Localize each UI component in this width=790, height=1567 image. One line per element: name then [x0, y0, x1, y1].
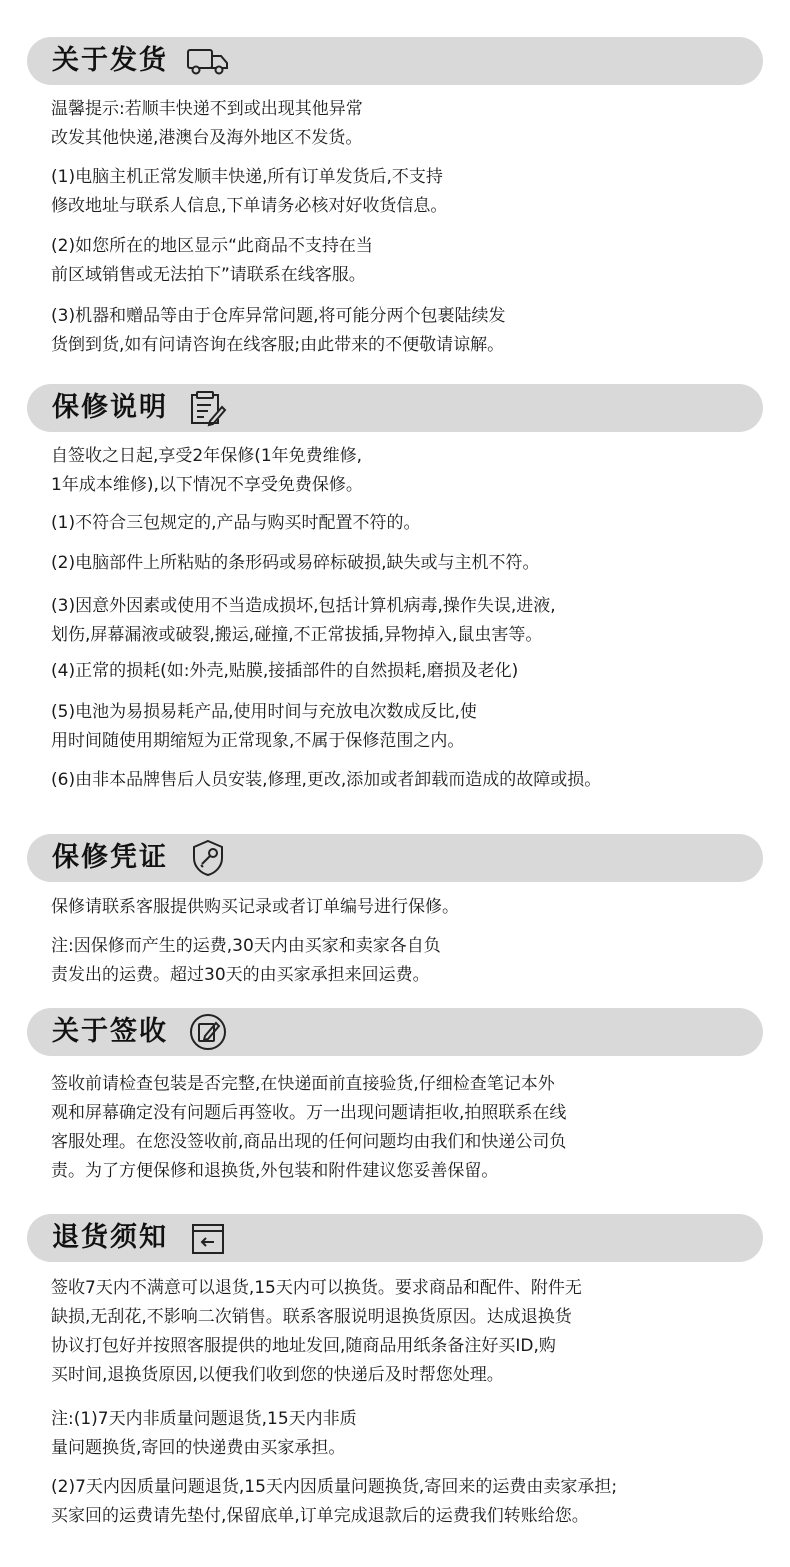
warranty-para-2: (1)不符合三包规定的,产品与购买时配置不符的。	[51, 513, 421, 533]
receipt-header	[27, 1008, 763, 1056]
returns-header	[27, 1214, 763, 1262]
warranty-para-6: (5)电池为易损易耗产品,使用时间与充放电次数成反比,使 用时间随使用期缩短为正常现象,不属于保修范围之内。	[51, 702, 477, 751]
returns-para-1: 签收7天内不满意可以退货,15天内可以换货。要求商品和配件、附件无 缺损,无刮花,不影响二次销售。联系客服说明退换货原因。达成退换货 协议打包好并按照客服提供的地址发回,随商品用纸条备注好买ID,购 买时间,退换货原因,以便我们收到您的快递后及时帮您处理。	[51, 1278, 582, 1385]
warranty-title: 保修说明	[52, 392, 168, 423]
warranty-para-7: (6)由非本品牌售后人员安装,修理,更改,添加或者卸载而造成的故障或损。	[51, 770, 602, 790]
truck-icon	[186, 41, 230, 81]
voucher-para-2: 注:因保修而产生的运费,30天内由买家和卖家各自负 责发出的运费。超过30天的由买家承担来回运费。	[51, 936, 441, 985]
edit-circle-icon	[186, 1012, 230, 1052]
shipping-para-2: (1)电脑主机正常发顺丰快递,所有订单发货后,不支持 修改地址与联系人信息,下单请务必核对好收货信息。	[51, 167, 448, 216]
voucher-para-1: 保修请联系客服提供购买记录或者订单编号进行保修。	[51, 897, 459, 917]
warranty-para-1: 自签收之日起,享受2年保修(1年免费维修, 1年成本维修),以下情况不享受免费保修。	[51, 446, 363, 495]
shipping-title: 关于发货	[52, 45, 168, 76]
voucher-title: 保修凭证	[52, 842, 168, 873]
shipping-header	[27, 37, 763, 85]
returns-title: 退货须知	[52, 1222, 168, 1253]
clipboard-edit-icon	[186, 388, 230, 428]
shipping-para-3: (2)如您所在的地区显示“此商品不支持在当 前区域销售或无法拍下”请联系在线客服。	[51, 236, 373, 285]
voucher-header	[27, 834, 763, 882]
receipt-title: 关于签收	[52, 1016, 168, 1047]
shipping-para-4: (3)机器和赠品等由于仓库异常问题,将可能分两个包裹陆续发 货倒到货,如有问请咨询在线客服;由此带来的不便敬请谅解。	[51, 306, 506, 355]
shield-wrench-icon	[186, 838, 230, 878]
returns-para-3: (2)7天内因质量问题退货,15天内因质量问题换货,寄回来的运费由卖家承担; 买家回的运费请先垫付,保留底单,订单完成退款后的运费我们转账给您。	[51, 1477, 618, 1526]
warranty-para-4: (3)因意外因素或使用不当造成损坏,包括计算机病毒,操作失误,进液, 划伤,屏幕漏液或破裂,搬运,碰撞,不正常拔插,异物掉入,鼠虫害等。	[51, 596, 556, 645]
receipt-para-1: 签收前请检查包装是否完整,在快递面前直接验货,仔细检查笔记本外 观和屏幕确定没有问题后再签收。万一出现问题请拒收,拍照联系在线 客服处理。在您没签收前,商品出现的任何问题均由我们和快递公司负 责。为了方便保修和退换货,外包装和附件建议您妥善保留。	[51, 1074, 567, 1181]
warranty-header	[27, 384, 763, 432]
returns-para-2: 注:(1)7天内非质量问题退货,15天内非质 量问题换货,寄回的快递费由买家承担。	[51, 1409, 357, 1458]
return-box-icon	[186, 1218, 230, 1258]
shipping-para-1: 温馨提示:若顺丰快递不到或出现其他异常 改发其他快递,港澳台及海外地区不发货。	[51, 99, 363, 148]
warranty-para-5: (4)正常的损耗(如:外壳,贴膜,接插部件的自然损耗,磨损及老化)	[51, 661, 519, 681]
warranty-para-3: (2)电脑部件上所粘贴的条形码或易碎标破损,缺失或与主机不符。	[51, 553, 540, 573]
